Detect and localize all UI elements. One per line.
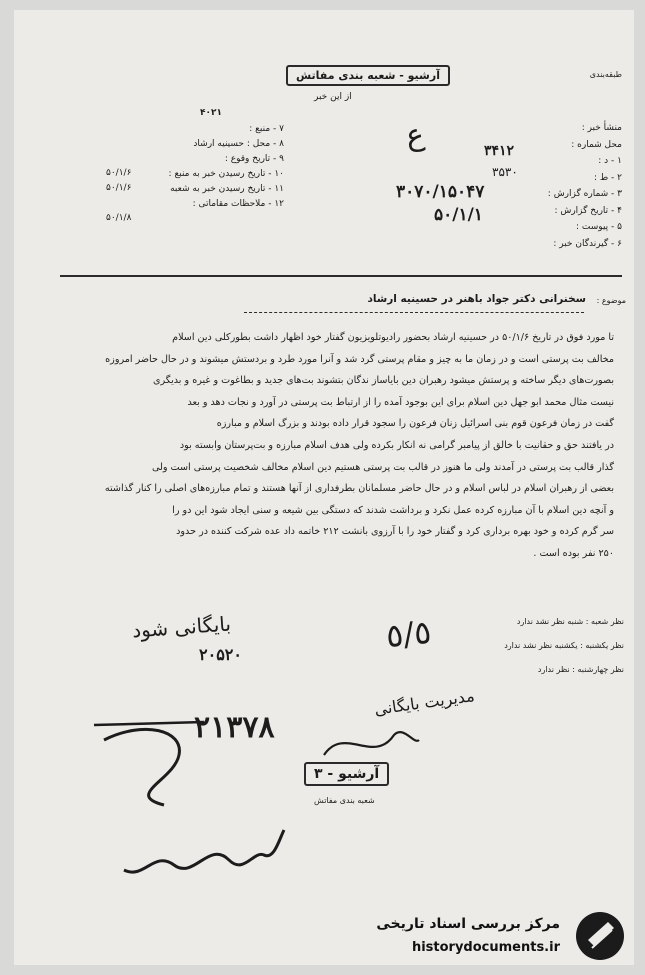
branch-stamp-text: آرشیو - ۳ [314, 766, 380, 782]
meta-right-item: ۴ - تاریخ گزارش : [554, 205, 622, 216]
body-line: بصورت‌های دیگر ساخته و پرستش میشود رهبران دین بایاساز ندگان بتشوند بت‌های جدید و بطاغوت و غیره و بدیگری [152, 375, 614, 387]
meta-left-item: ۱۱ - تاریخ رسیدن خبر به شعبه [170, 184, 284, 194]
meta-right-item: ۱ - د : [598, 156, 622, 166]
opinions-block [454, 610, 624, 682]
body-line: نیست مثال محمد ابو جهل دین اسلام برای این بوجود آمده را از ارتباط بت پرستی در آورد و نجات دهد و بعد [187, 396, 614, 408]
subject-underline [244, 312, 584, 313]
top-archive-stamp [286, 65, 450, 86]
footer-watermark [350, 908, 640, 968]
body-line: سر گرم کرده و خود بهره برداری کرد و گفتار خود را با آرزوی بانشت ۲۱۲ خاتمه داد عده شرکت کننده در حدود [176, 526, 614, 538]
handwritten-mark: ع [403, 116, 427, 155]
opinion-line: نظر شعبه : شنبه نظر نشد ندارد [516, 617, 624, 626]
meta-left-column [164, 122, 284, 212]
meta-left-values [106, 152, 131, 226]
branch-stamp-label: شعبه بندی مفاتش [314, 796, 375, 805]
meta-right-item: محل شماره : [571, 139, 622, 150]
body-line: ۲۵۰ نفر بوده است . [533, 547, 614, 559]
archive-logo-icon [574, 910, 626, 962]
bottom-signature [114, 820, 294, 890]
meta-right-item: ۳ - شماره گزارش : [547, 189, 622, 199]
meta-left-item: ۱۲ - ملاحظات مقاماتی : [192, 199, 284, 209]
branch-stamp [304, 762, 389, 786]
meta-left-item: ۹ - تاریخ وقوع : [224, 154, 284, 164]
top-stamp-subtext: از این خبر [314, 92, 352, 102]
top-stamp-text: آرشیو - شعبه بندی مفاتش [296, 69, 440, 82]
report-number-value: ۳۰۷۰/۱۵۰۴۷ [396, 182, 485, 202]
to-source-date: ۵۰/۱/۶ [106, 183, 132, 193]
document-page [14, 10, 634, 965]
meta-left-item: ۸ - محل : حسینیه ارشاد [193, 139, 284, 149]
body-line: مخالف بت پرستی است و در زمان ما به چیز و مقام پرستی گرد شد و آنرا مورد طرد و بردستش میشوند و در حال حاضر امروزه [105, 353, 614, 365]
handwritten-large-number: ۲۱۳۷۸ [194, 710, 275, 745]
meta-right-column [512, 120, 622, 252]
meta-right-item: ۵ - پیوست : [576, 222, 622, 232]
opinion-line: نظر چهارشنبه : نظر ندارد [537, 665, 624, 674]
signature-note: مدیریت بایگانی [373, 686, 476, 719]
footer-org-name: مرکز بررسی اسناد تاریخی [376, 916, 560, 932]
body-line: گذار قالب بت پرستی در آمدند ولی ما هنوز در قالب بت پرستی هستیم دین اسلام مخالف شخصیت پرستی است ولی [151, 461, 614, 473]
occurrence-date: ۵۰/۱/۶ [106, 168, 132, 178]
footer-url: historydocuments.ir [411, 940, 560, 955]
body-line: تا مورد فوق در تاریخ ۵۰/۱/۶ در حسینیه ارشاد بحضور رادیوتلویزیون گفتار خود اظهار داشت بطورکلی دین اسلام [172, 332, 614, 343]
meta-left-item: ۷ - منبع : [249, 124, 284, 134]
body-line: در یافتند حق و حقانیت با خالق از پیامبر گرامی نه انکار بکرده ولی هدف اسلام مبارزه و بت‌پرستان وابسته بود [179, 439, 614, 451]
to-branch-date: ۵۰/۱/۸ [106, 213, 132, 223]
archive-number: ۲۰۵۲۰ [199, 645, 242, 664]
archive-stamp: بایگانی شود [131, 611, 232, 643]
meta-right-item: ۶ - گیرندگان خبر : [553, 238, 622, 249]
report-body [44, 327, 614, 565]
body-line: و آنچه دین اسلام با آن مبارزه کرده عمل نکرد و برداشت شدند که دستگی بین شیعه و سنی ایجاد شود این دو را [172, 504, 614, 516]
meta-code-value: ۳۵۳۰ [492, 165, 518, 179]
classification-label: طبقه‌بندی [589, 70, 622, 79]
meta-left-item: ۱۰ - تاریخ رسیدن خبر به منبع : [168, 169, 284, 179]
body-line: بعضی از رهبران اسلام در لباس اسلام و در حال حاضر مسلمانان بطرفداری از آنها هستند و تمام مبارزه‌های اصلی را کنار گذاشته [104, 483, 614, 495]
meta-right-item: منشأ خبر : [581, 123, 622, 133]
opinion-line: نظر یکشنبه : یکشنبه نظر نشد ندارد [504, 641, 624, 650]
top-left-number: ۴۰۲۱ [200, 108, 222, 118]
meta-right-item: ۲ - ط : [593, 172, 622, 183]
subject-text: سخنرانی دکتر جواد باهنر در حسینیه ارشاد [367, 293, 586, 305]
meta-number-value: ۳۴۱۲ [484, 143, 515, 159]
report-date-value: ۵۰/۱/۱ [434, 205, 483, 225]
header-divider [60, 275, 622, 277]
handwritten-initials: ٥/٥ [384, 612, 434, 656]
subject-label: موضوع : [596, 296, 626, 305]
body-line: گفت در زمان فرعون قوم بنی اسرائیل زنان فرعون را سجود قرار داده بودند و بزرگ اسلام و مبارزه [216, 418, 614, 430]
